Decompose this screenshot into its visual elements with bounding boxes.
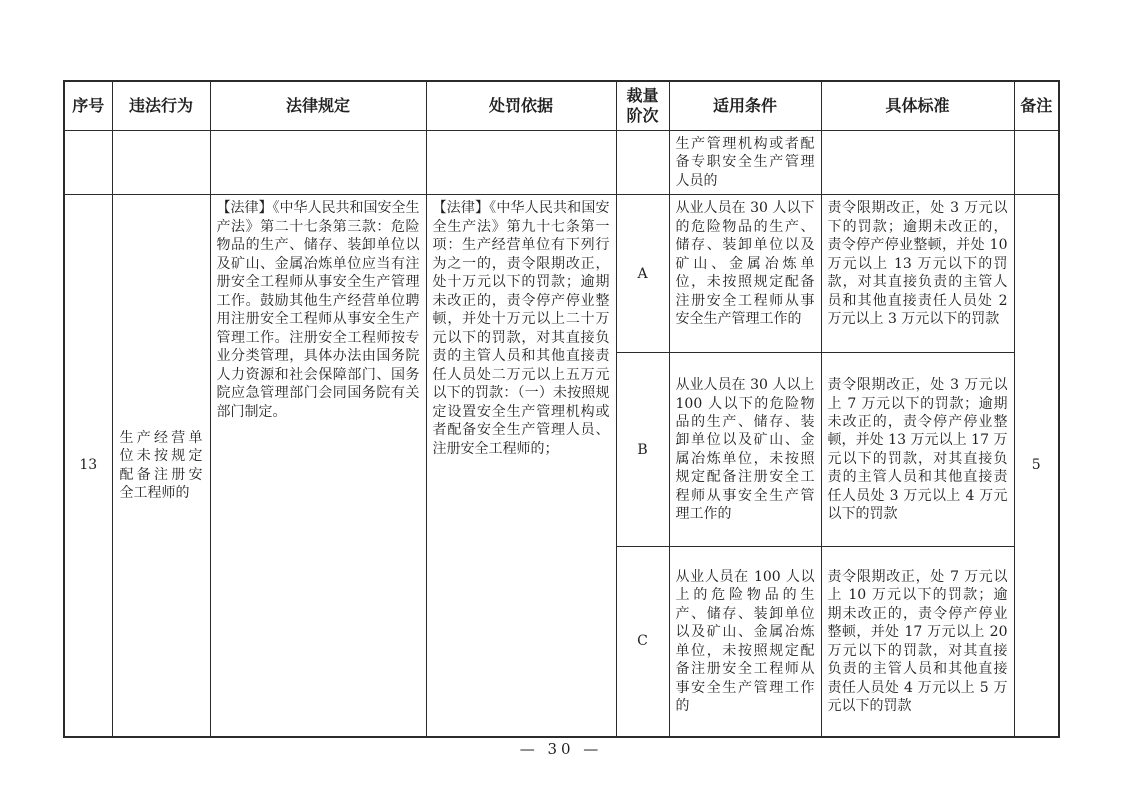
table-header-row: [64, 81, 1059, 131]
header-cell-specific-standard: 具体标准: [821, 81, 1014, 131]
tier-c-standard-cell: 责令限期改正，处 7 万元以上 10 万元以下的罚款；逾期未改正的，责令停产停业整顿，并处 17 万元以上 20 万元以下的罚款，对其直接负责的主管人员和其他直接责任人员处 4 万元以上 5 万元以下的罚款: [821, 547, 1014, 737]
carryover-serial-cell: [64, 131, 112, 195]
row13-legal-provision-cell: 【法律】《中华人民共和国安全生产法》第二十七条第三款：危险物品的生产、储存、装卸单位以及矿山、金属冶炼单位应当有注册安全工程师从事安全生产管理工作。鼓励其他生产经营单位聘用注册安全工程师从事安全生产管理工作。注册安全工程师按专业分类管理，具体办法由国务院人力资源和社会保障部门、国务院应急管理部门会同国务院有关部门制定。: [210, 195, 426, 737]
tier-c-letter-cell: C: [616, 547, 669, 737]
carryover-condition-cell: 生产管理机构或者配备专职安全生产管理人员的: [669, 131, 821, 195]
row13-remarks-cell: 5: [1014, 195, 1059, 737]
header-cell-penalty-basis: 处罚依据: [426, 81, 616, 131]
row13-serial-cell: 13: [64, 195, 112, 737]
row13-violation-cell: 生产经营单位未按规定配备注册安全工程师的: [112, 195, 210, 737]
tier-b-condition-cell: 从业人员在 30 人以上 100 人以下的危险物品的生产、储存、装卸单位以及矿山、金属冶炼单位，未按照规定配备注册安全工程师从事安全生产管理工作的: [669, 353, 821, 547]
header-cell-discretion-tier: 裁量阶次: [616, 81, 669, 131]
tier-b-letter-cell: B: [616, 353, 669, 547]
page-number: — 30 —: [519, 740, 603, 758]
header-cell-legal-provision: 法律规定: [210, 81, 426, 131]
header-cell-violation: 违法行为: [112, 81, 210, 131]
carryover-tier-cell: [616, 131, 669, 195]
carryover-row: [64, 131, 1059, 195]
row13-tier-a: [64, 195, 1059, 353]
header-cell-applicable-condition: 适用条件: [669, 81, 821, 131]
header-cell-remarks: 备注: [1014, 81, 1059, 131]
tier-a-condition-cell: 从业人员在 30 人以下的危险物品的生产、储存、装卸单位以及矿山、金属冶炼单位，未按照规定配备注册安全工程师从事安全生产管理工作的: [669, 195, 821, 353]
carryover-penalty-basis-cell: [426, 131, 616, 195]
carryover-legal-provision-cell: [210, 131, 426, 195]
carryover-violation-cell: [112, 131, 210, 195]
carryover-standard-cell: [821, 131, 1014, 195]
tier-b-standard-cell: 责令限期改正，处 3 万元以上 7 万元以下的罚款；逾期未改正的，责令停产停业整顿，并处 13 万元以上 17 万元以下的罚款，对其直接负责的主管人员和其他直接责任人员处 3 万元以上 4 万元以下的罚款: [821, 353, 1014, 547]
tier-c-condition-cell: 从业人员在 100 人以上的危险物品的生产、储存、装卸单位以及矿山、金属冶炼单位，未按照规定配备注册安全工程师从事安全生产管理工作的: [669, 547, 821, 737]
row13-penalty-basis-cell: 【法律】《中华人民共和国安全生产法》第九十七条第一项：生产经营单位有下列行为之一的，责令限期改正，处十万元以下的罚款；逾期未改正的，责令停产停业整顿，并处十万元以上二十万元以下的罚款，对其直接负责的主管人员和其他直接责任人员处二万元以上五万元以下的罚款：（一）未按照规定设置安全生产管理机构或者配备安全生产管理人员、注册安全工程师的；: [426, 195, 616, 737]
tier-a-letter-cell: A: [616, 195, 669, 353]
penalty-discretion-table: [63, 80, 1060, 738]
header-cell-serial: 序号: [64, 81, 112, 131]
carryover-remarks-cell: [1014, 131, 1059, 195]
tier-a-standard-cell: 责令限期改正，处 3 万元以下的罚款；逾期未改正的，责令停产停业整顿，并处 10 万元以上 13 万元以下的罚款，对其直接负责的主管人员和其他直接责任人员处 2 万元以上 3 万元以下的罚款: [821, 195, 1014, 353]
